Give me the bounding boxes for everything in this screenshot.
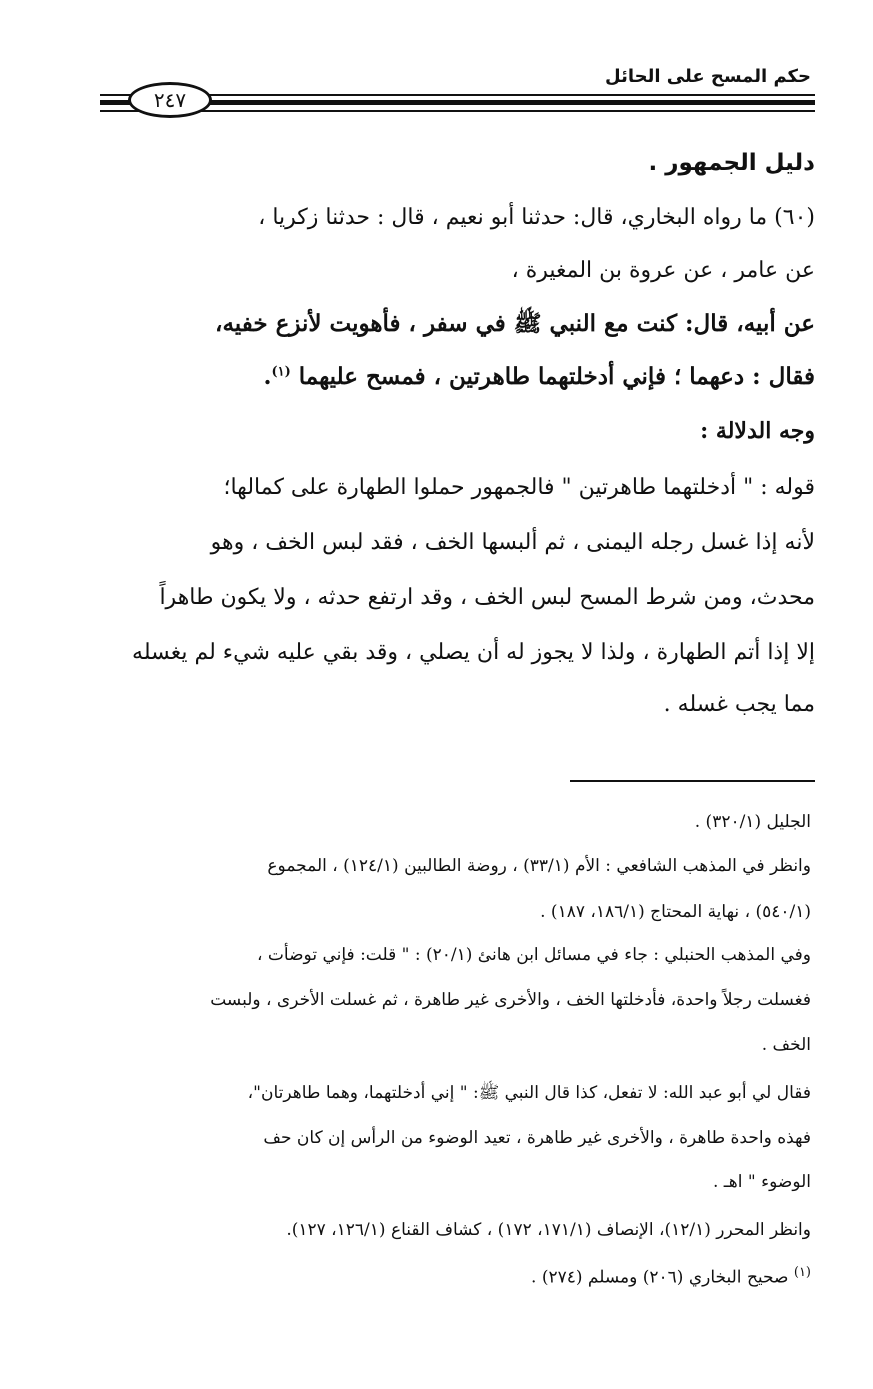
body-line: قوله : " أدخلتهما طاهرتين " فالجمهور حملوا الطهارة على كمالها؛ [223, 475, 815, 500]
footnote-marker: (١) [793, 1265, 811, 1280]
footnote-separator [570, 780, 815, 782]
footnote-line: (٥٤٠/١) ، نهاية المحتاج (١٨٦/١، ١٨٧) . [540, 902, 811, 922]
hadith-text: فقال : دعهما ؛ فإني أدخلتهما طاهرتين ، فمسح عليهما [298, 363, 815, 390]
body-line: محدث، ومن شرط المسح لبس الخف ، وقد ارتفع حدثه ، ولا يكون طاهراً [159, 585, 815, 610]
sentence-end: . [263, 363, 272, 390]
footnote-line: فغسلت رجلاً واحدة، فأدخلتها الخف ، والأخرى غير طاهرة ، ثم غسلت الأخرى ، ولبست [210, 990, 811, 1010]
footnote-reference: (١) [271, 364, 291, 380]
footnote-line: فهذه واحدة طاهرة ، والأخرى غير طاهرة ، تعيد الوضوء من الرأس إن كان حف [263, 1128, 811, 1148]
page-number: ٢٤٧ [128, 82, 212, 118]
hadith-line-with-ref [263, 363, 815, 391]
header-rule-bottom [100, 110, 815, 112]
footnote-line: الخف . [761, 1035, 811, 1055]
footnote-line: وانظر المحرر (١٢/١)، الإنصاف (١٧١/١، ١٧٢) ، كشاف القناع (١٢٦/١، ١٢٧). [286, 1220, 811, 1240]
body-line: مما يجب غسله . [663, 692, 815, 717]
body-line: عن عامر ، عن عروة بن المغيرة ، [511, 258, 815, 283]
body-line: إلا إذا أتم الطهارة ، ولذا لا يجوز له أن يصلي ، وقد بقي عليه شيء لم يغسله [132, 640, 815, 665]
section-heading: دليل الجمهور . [648, 150, 815, 176]
footnote-source-line [531, 1265, 811, 1288]
subheading: وجه الدلالة : [700, 418, 815, 444]
footnote-line: الوضوء " اهـ . [713, 1172, 811, 1192]
running-title: حكم المسح على الحائل [605, 66, 811, 87]
footnote-source: صحيح البخاري (٢٠٦) ومسلم (٢٧٤) . [531, 1267, 789, 1288]
hadith-line: عن أبيه، قال: كنت مع النبي ﷺ في سفر ، فأهويت لأنزع خفيه، [215, 310, 815, 337]
footnote-line: وفي المذهب الحنبلي : جاء في مسائل ابن هانئ (٢٠/١) : " قلت: فإني توضأت ، [257, 945, 811, 965]
footnote-line: فقال لي أبو عبد الله: لا تفعل، كذا قال النبي ﷺ: " إني أدخلتهما، وهما طاهرتان"، [247, 1083, 811, 1103]
footnote-line: وانظر في المذهب الشافعي : الأم (٣٣/١) ، روضة الطالبين (١٢٤/١) ، المجموع [267, 856, 811, 876]
body-line: (٦٠) ما رواه البخاري، قال: حدثنا أبو نعيم ، قال : حدثنا زكريا ، [258, 205, 815, 230]
body-line: لأنه إذا غسل رجله اليمنى ، ثم ألبسها الخف ، فقد لبس الخف ، وهو [210, 530, 815, 555]
footnote-line: الجليل (٣٢٠/١) . [694, 812, 811, 832]
